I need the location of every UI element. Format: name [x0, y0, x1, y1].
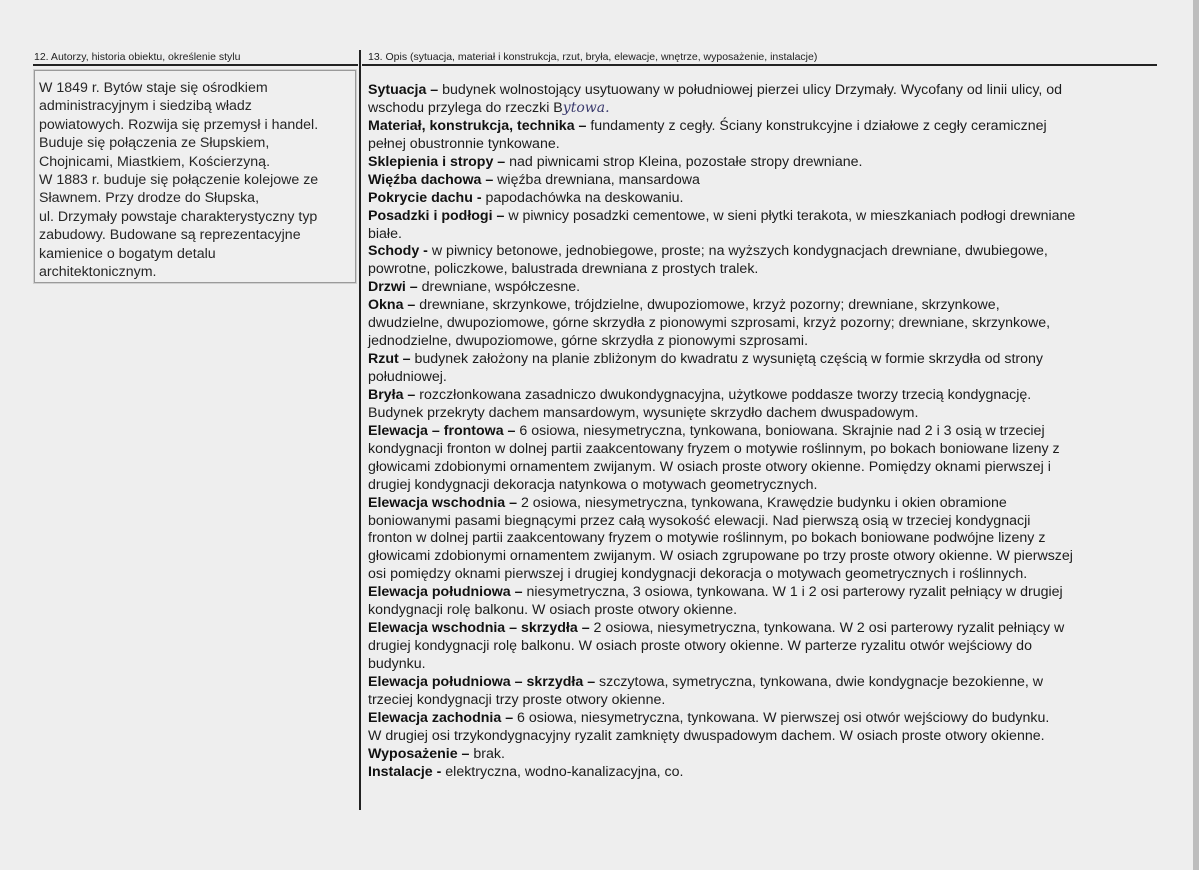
field-label: Drzwi –	[368, 279, 418, 296]
history-line: zabudowy. Budowane są reprezentacyjne	[39, 227, 301, 244]
field-text: trzeciej kondygnacji trzy proste otwory okienne.	[368, 691, 666, 708]
history-line: Sławnem. Przy drodze do Słupska,	[39, 190, 260, 207]
history-line: kamienice o bogatym detalu	[39, 245, 216, 262]
header-rule-left	[33, 64, 358, 66]
field-label: Instalacje -	[368, 763, 442, 780]
description-line	[368, 566, 1158, 584]
description-line	[368, 728, 1158, 746]
description-line	[368, 279, 1158, 297]
field-text: W drugiej osi trzykondygnacyjny ryzalit zamknięty dwuspadowym dachem. W osiach proste otwory okienne.	[368, 727, 1045, 744]
field-text: budynek założony na planie zbliżonym do kwadratu z wysuniętą częścią w formie skrzydła od strony	[410, 351, 1043, 368]
field-text: kondygnacji fronton w dolnej partii zaakcentowany fryzem o motywie roślinnym, po bokach boniowane lizeny z	[368, 440, 1060, 457]
history-line: Chojnicami, Miastkiem, Kościerzyną.	[39, 153, 271, 170]
field-text: powrotne, policzkowe, balustrada drewniana z prostych tralek.	[368, 261, 759, 278]
field-text: więźba drewniana, mansardowa	[493, 171, 700, 188]
field-text: wschodu przylega do rzeczki B	[368, 99, 563, 116]
history-line: W 1883 r. buduje się połączenie kolejowe ze	[39, 171, 319, 188]
description-line	[368, 226, 1158, 244]
field-label: Elewacja – frontowa –	[368, 422, 516, 439]
field-text: drugiej kondygnacji rolę balkonu. W osiach proste otwory okienne. W parterze ryzalitu otwór wejściowy do	[368, 638, 1032, 655]
description-line	[368, 100, 1158, 118]
history-line: W 1849 r. Bytów staje się ośrodkiem	[39, 80, 268, 96]
field-label: Elewacja południowa – skrzydła –	[368, 673, 596, 690]
description-line	[368, 764, 1158, 782]
description-line	[368, 369, 1158, 387]
field-text: nad piwnicami strop Kleina, pozostałe stropy drewniane.	[505, 153, 863, 170]
history-line: architektonicznym.	[39, 263, 157, 280]
description-line	[368, 315, 1158, 333]
description-line	[368, 82, 1158, 100]
description-line	[368, 208, 1158, 226]
description-line	[368, 710, 1158, 728]
section-13-header: 13. Opis (sytuacja, materiał i konstrukcja, rzut, bryła, elewacje, wnętrze, wyposażenie, instalacje)	[368, 51, 818, 63]
field-text: Budynek przekryty dachem mansardowym, wysunięte skrzydło dachem dwuspadowym.	[368, 404, 919, 421]
field-text: drugiej kondygnacji dekoracja natynkowa o motywach geometrycznych.	[368, 476, 818, 493]
field-text: osi pomiędzy oknami pierwszej i drugiej kondygnacji dekoracja o motywach geometrycznych i roślinnych.	[368, 566, 1028, 583]
field-text: południowej.	[368, 369, 447, 385]
field-text: dwudzielne, dwupoziomowe, górne skrzydła z pionowymi szprosami, krzyż pozorny; drewniane, skrzynkowe,	[368, 315, 1051, 332]
description-line	[368, 387, 1158, 405]
field-text: w piwnicy posadzki cementowe, w sieni płytki terakota, w mieszkaniach podłogi drewniane	[504, 207, 1076, 224]
field-text: głowicami zdobionymi ornamentem zwijanym. W osiach proste otwory okienne. Pomiędzy oknami pierwszej i	[368, 458, 1051, 475]
field-text: budynek wolnostojący usytuowany w południowej pierzei ulicy Drzymały. Wycofany od linii ulicy, od	[438, 82, 1063, 98]
field-label: Bryła –	[368, 386, 416, 403]
field-label: Elewacja zachodnia –	[368, 709, 514, 726]
field-text: drewniane, współczesne.	[417, 279, 581, 296]
field-text: drewniane, skrzynkowe, trójdzielne, dwupoziomowe, krzyż pozorny; drewniane, skrzynkowe,	[415, 297, 1000, 314]
field-text: kondygnacji rolę balkonu. W osiach proste otwory okienne.	[368, 602, 738, 619]
description-line	[368, 513, 1158, 531]
description-line	[368, 351, 1158, 369]
field-label: Elewacja południowa –	[368, 584, 523, 601]
history-text	[39, 79, 357, 281]
field-text: 6 osiowa, niesymetryczna, tynkowana. W pierwszej osi otwór wejściowy do budynku.	[513, 709, 1050, 726]
field-label: Sklepienia i stropy –	[368, 153, 506, 170]
description-line	[368, 495, 1158, 513]
handwritten-correction: ytowa.	[562, 99, 610, 116]
field-label: Pokrycie dachu -	[368, 189, 482, 206]
description-line	[368, 656, 1158, 674]
description-line	[368, 548, 1158, 566]
description-text	[368, 82, 1158, 782]
field-text: brak.	[469, 745, 505, 762]
description-line	[368, 172, 1158, 190]
field-text: 6 osiowa, niesymetryczna, tynkowana, boniowana. Skrajnie nad 2 i 3 osią w trzeciej	[515, 422, 1045, 439]
description-line	[368, 620, 1158, 638]
field-text: boniowanymi pasami biegnącymi przez całą wysokość elewacji. Nad pierwszą osią w trzeciej kondygnacji	[368, 512, 1031, 529]
description-line	[368, 405, 1158, 423]
scan-edge	[1193, 0, 1199, 870]
field-label: Materiał, konstrukcja, technika –	[368, 117, 587, 134]
field-label: Sytuacja –	[368, 82, 439, 98]
column-divider	[359, 50, 361, 810]
field-label: Rzut –	[368, 351, 411, 368]
field-label: Posadzki i podłogi –	[368, 207, 505, 224]
field-label: Elewacja wschodnia –	[368, 494, 518, 511]
field-text: 2 osiowa, niesymetryczna, tynkowana. W 2 osi parterowy ryzalit pełniący w	[589, 620, 1065, 637]
history-line: administracyjnym i siedzibą władz	[39, 98, 252, 115]
field-text: fundamenty z cegły. Ściany konstrukcyjne i działowe z cegły ceramicznej	[586, 117, 1047, 134]
description-line	[368, 118, 1158, 136]
description-line	[368, 261, 1158, 279]
field-text: budynku.	[368, 656, 426, 672]
field-label: Schody -	[368, 243, 428, 260]
description-line	[368, 584, 1158, 602]
field-text: fronton w dolnej partii zaakcentowany fryzem o motywie roślinnym, po bokach boniowane podwójne lizeny z	[368, 530, 1046, 547]
field-text: elektryczna, wodno-kanalizacyjna, co.	[441, 763, 684, 780]
field-label: Okna –	[368, 297, 416, 314]
description-line	[368, 692, 1158, 710]
field-text: rozczłonkowana zasadniczo dwukondygnacyjna, użytkowe poddasze tworzy trzecią kondygnację.	[415, 386, 1032, 403]
description-line	[368, 459, 1158, 477]
description-line	[368, 423, 1158, 441]
field-text: głowicami zdobionymi ornamentem zwijanym. W osiach zgrupowane po trzy proste otwory okienne. W pierwszej	[368, 548, 1073, 565]
field-text: jednodzielne, dwupoziomowe, górne skrzydła z pionowymi szprosami.	[368, 333, 809, 350]
field-text: 2 osiowa, niesymetryczna, tynkowana, Krawędzie budynku i okien obramione	[517, 494, 1007, 511]
field-label: Wyposażenie –	[368, 745, 470, 762]
history-line: ul. Drzymały powstaje charakterystyczny typ	[39, 208, 318, 225]
description-line	[368, 243, 1158, 261]
description-line	[368, 530, 1158, 548]
field-text: niesymetryczna, 3 osiowa, tynkowana. W 1 i 2 osi parterowy ryzalit pełniący w drugiej	[522, 584, 1063, 601]
field-text: papodachówka na deskowaniu.	[481, 189, 684, 206]
description-line	[368, 746, 1158, 764]
field-text: w piwnicy betonowe, jednobiegowe, proste; na wyższych kondygnacjach drewniane, dwubiegowe,	[427, 243, 1048, 260]
header-rule-right	[362, 64, 1157, 66]
description-line	[368, 638, 1158, 656]
description-line	[368, 674, 1158, 692]
field-text: białe.	[368, 225, 402, 242]
field-label: Więźba dachowa –	[368, 171, 494, 188]
description-line	[368, 136, 1158, 154]
description-line	[368, 190, 1158, 208]
description-line	[368, 441, 1158, 459]
description-line	[368, 602, 1158, 620]
history-line: Buduje się połączenia ze Słupskiem,	[39, 135, 270, 152]
history-line: powiatowych. Rozwija się przemysł i handel.	[39, 116, 319, 133]
section-12-header: 12. Autorzy, historia obiektu, określenie stylu	[34, 51, 241, 63]
field-text: pełnej obustronnie tynkowane.	[368, 135, 560, 152]
description-line	[368, 477, 1158, 495]
field-text: szczytowa, symetryczna, tynkowana, dwie kondygnacje bezokienne, w	[595, 673, 1044, 690]
description-line	[368, 333, 1158, 351]
description-line	[368, 154, 1158, 172]
field-label: Elewacja wschodnia – skrzydła –	[368, 620, 590, 637]
description-line	[368, 297, 1158, 315]
